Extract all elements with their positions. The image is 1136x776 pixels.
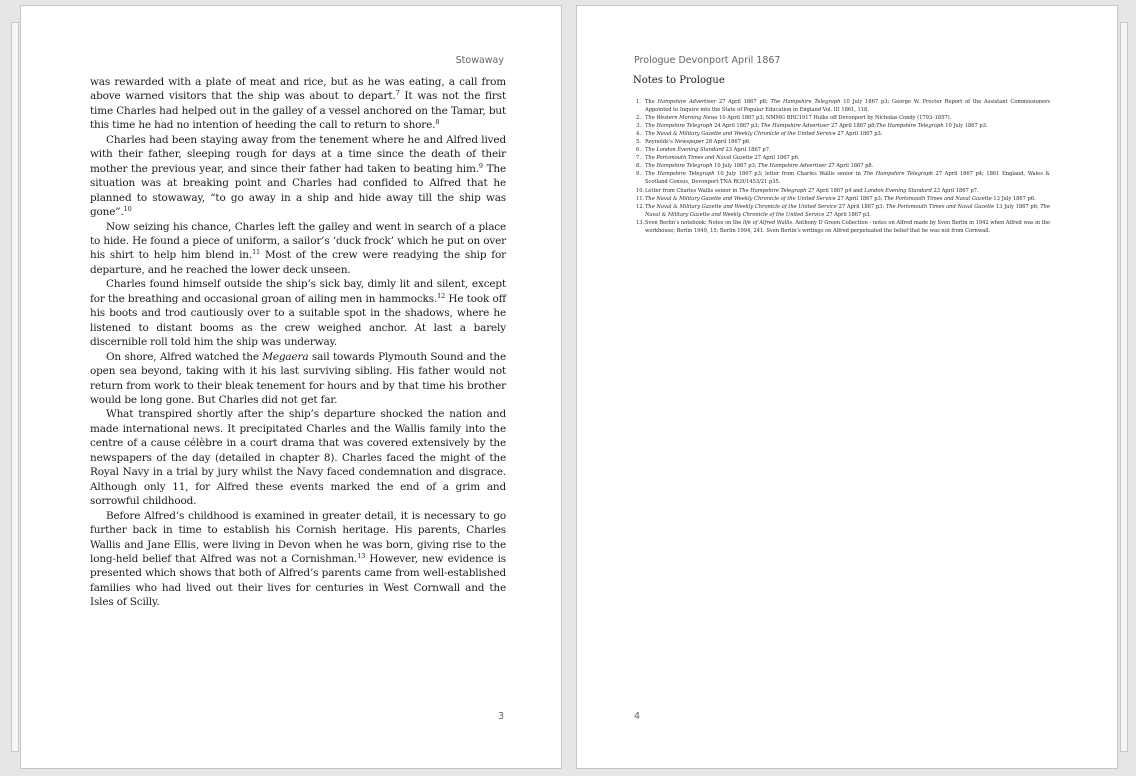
paragraph: What transpired shortly after the ship’s departure shocked the nation and made international news. It precipitated Charles and the Wallis family into the centre of a cause célèbre in a court drama that was covered extensively by the newspapers of the day (detailed in chapter 8). Charles faced the might of the Royal Navy in a trial by jury whilst the Navy faced condemnation and disgrace. Although only 11, for Alfred these events marked the end of a grim and sorrowful childhood. bbox=[90, 408, 506, 508]
note-number: 10. bbox=[636, 187, 645, 194]
paragraph: Charles had been staying away from the tenement where he and Alfred lived with their father, sleeping rough for days at a time since the death of their mother the previous year, and since their father had taken to beating him.$^9$ The situation was at breaking point and Charles had confided to Alfred that he planned to stowaway, “to go away in a ship and hide away till the ship was gone”.$^{10}$ bbox=[90, 133, 506, 219]
footnote-ref[interactable]: 11 bbox=[252, 248, 261, 257]
italic-text: The Hampshire Telegraph bbox=[738, 187, 807, 194]
paragraph: On shore, Alfred watched the Megaera sail towards Plymouth Sound and the open sea beyond, taking with it his last surviving sibling. His father would not return from work to their bleak tenement for hours and by that time his brother would be long gone. But Charles did not get far. bbox=[90, 350, 506, 406]
note-item bbox=[636, 195, 1050, 203]
note-number: 8. bbox=[636, 163, 641, 170]
italic-text: The Portsmouth Times and Naval Gazette bbox=[885, 203, 995, 210]
italic-text: The Hampshire Telegraph bbox=[645, 123, 713, 130]
note-text: The Naval & Military Gazette and Weekly Chronicle of the United Service 27 April 1867 p3. bbox=[645, 131, 883, 138]
italic-text: The Hampshire Telegraph bbox=[770, 99, 841, 105]
note-text: The Naval & Military Gazette and Weekly Chronicle of the United Service 27 April 1867 p3; The Portsmouth Times and Naval Gazette 13 July 1867 p6; The Naval & Military Gazette and Weekly Chronicle of the United Service 27 April 1867 p3. bbox=[645, 203, 1050, 218]
footnote-ref[interactable]: 13 bbox=[357, 551, 366, 560]
note-text: The London Evening Standard 23 April 1867 p7. bbox=[645, 147, 771, 154]
note-item bbox=[636, 203, 1050, 219]
note-item bbox=[636, 130, 1050, 138]
note-item bbox=[636, 114, 1050, 122]
italic-text: The Hampshire Telegraph bbox=[863, 171, 933, 178]
note-item bbox=[636, 138, 1050, 146]
footnote-ref[interactable]: 9 bbox=[478, 161, 483, 170]
italic-text: Hampshire Advertiser bbox=[657, 99, 716, 105]
italic-text: The Portsmouth Times and Naval Gazette bbox=[884, 195, 992, 202]
note-number: 7. bbox=[636, 155, 641, 162]
italic-text: The Hampshire Advertiser bbox=[760, 123, 830, 130]
italic-text: Newspaper bbox=[674, 139, 704, 146]
note-number: 6. bbox=[636, 147, 641, 154]
note-item bbox=[636, 219, 1050, 235]
italic-text: The Hampshire Advertiser bbox=[758, 163, 827, 170]
footnote-ref[interactable]: 7 bbox=[395, 89, 400, 98]
italic-text: The Naval & Military Gazette and Weekly Chronicle of the United Service bbox=[645, 203, 1050, 218]
paragraph: Before Alfred’s childhood is examined in greater detail, it is necessary to go further back in time to establish his Cornish heritage. His parents, Charles Wallis and Jane Ellis, were living in Devon when he was born, giving rise to the long-held belief that Alfred was not a Cornishman.$^{13}$ However, new evidence is presented which shows that both of Alfred’s parents came from well-established families who had lived out their lives for centuries in West Cornwall and the Isles of Scilly. bbox=[90, 509, 507, 609]
italic-text: The Portsmouth Times and Naval Gazette bbox=[645, 155, 753, 162]
italic-text: The Naval & Military Gazette and Weekly Chronicle of the United Service bbox=[645, 195, 836, 202]
italic-text: The Naval & Military Gazette and Weekly Chronicle of the United Service bbox=[645, 131, 836, 138]
italic-text: London Evening Standard bbox=[864, 187, 932, 194]
note-text: The Naval & Military Gazette and Weekly Chronicle of the United Service 27 April 1867 p3; The Portsmouth Times and Naval Gazette 13 July 1867 p6. bbox=[645, 195, 1036, 202]
note-item bbox=[636, 98, 1050, 114]
page-number: 4 bbox=[634, 711, 641, 722]
footnote-ref[interactable]: 8 bbox=[435, 118, 440, 127]
italic-text: The Hampshire Telegraph bbox=[645, 163, 713, 170]
note-text: Reynolds’s Newspaper 28 April 1867 p6. bbox=[645, 139, 751, 146]
page-number: 3 bbox=[497, 711, 504, 722]
body-text bbox=[90, 75, 506, 610]
page-left bbox=[20, 5, 562, 769]
note-number: 9. bbox=[636, 171, 641, 178]
notes-list bbox=[636, 98, 1050, 235]
note-text: The Hampshire Telegraph 10 July 1867 p3; letter from Charles Wallis senior in The Hampshire Telegraph 27 April 1867 p4; 1861 England, Wales & Scotland Census, Devonport TNA RG9/1453/21 p35. bbox=[645, 171, 1050, 186]
footnote-ref[interactable]: 12 bbox=[437, 291, 446, 300]
note-text: The Hampshire Advertiser 27 April 1867 p8; The Hampshire Telegraph 10 July 1867 p3; George W. Procter Report of the Assistant Commissioners Appointed to Inquire into the State of Popular Education in England Vol. III 1861, 118. bbox=[645, 99, 1050, 114]
note-item bbox=[636, 122, 1050, 130]
italic-text: The Western Morning News bbox=[645, 115, 718, 122]
note-text: The Hampshire Telegraph 10 July 1867 p3; The Hampshire Advertiser 27 April 1867 p8. bbox=[645, 163, 874, 170]
running-head: Stowaway bbox=[455, 55, 504, 66]
note-number: 2. bbox=[636, 115, 641, 122]
note-item bbox=[636, 162, 1050, 170]
note-number: 1. bbox=[636, 99, 641, 105]
note-text: Sven Berlin’s notebook: Notes on the life of Alfred Wallis. Anthony D Green Collection - notes on Alfred made by Sven Berlin in 1942 when Alfred was in the workhouse; Berlin 1949, 15; Berlin 1994, 241. Sven Berlin’s writings on Alfred perpetuated the belief that he was not from Cornwall. bbox=[645, 219, 1050, 234]
note-text: The Hampshire Telegraph 24 April 1867 p3; The Hampshire Advertiser 27 April 1867 p8;The Hampshire Telegraph 10 July 1867 p3. bbox=[645, 123, 988, 130]
italic-text: Megaera bbox=[262, 350, 309, 363]
italic-text: The Hampshire Telegraph bbox=[645, 171, 715, 178]
note-number: 3. bbox=[636, 123, 641, 130]
note-number: 12. bbox=[636, 203, 645, 210]
note-number: 11. bbox=[636, 195, 645, 202]
note-number: 5. bbox=[636, 139, 641, 146]
italic-text: The Hampshire Telegraph bbox=[876, 123, 944, 130]
paragraph: Now seizing his chance, Charles left the galley and went in search of a place to hide. He found a piece of uniform, a sailor’s ‘duck frock’ which he put on over his shirt to help him blend in.$^{11}$ Most of the crew were readying the ship for departure, and he reached the lower deck unseen. bbox=[90, 220, 506, 276]
note-item bbox=[636, 187, 1050, 195]
running-head: Prologue Devonport April 1867 bbox=[634, 55, 781, 66]
page-stack-right bbox=[1120, 22, 1128, 752]
note-text: Letter from Charles Wallis senior in The Hampshire Telegraph 27 April 1867 p4 and London Evening Standard 23 April 1867 p7. bbox=[645, 187, 979, 194]
notes-heading: Notes to Prologue bbox=[633, 75, 725, 86]
note-item bbox=[636, 146, 1050, 154]
paragraph: was rewarded with a plate of meat and rice, but as he was eating, a call from above warned visitors that the ship was about to depart.$^7$ It was not the first time Charles had helped out in the galley of a vessel anchored on the Tamar, but this time he had no intention of heeding the call to return to shore.$^8$ bbox=[90, 76, 506, 132]
page-right bbox=[576, 5, 1118, 769]
note-text: The Portsmouth Times and Naval Gazette 27 April 1867 p6. bbox=[645, 155, 800, 162]
note-number: 4. bbox=[636, 131, 641, 138]
paragraph: Charles found himself outside the ship’s sick bay, dimly lit and silent, except for the breathing and occasional groan of ailing men in hammocks.$^{12}$ He took off his boots and trod cautiously over to a suitable spot in the shadows, where he listened to distant booms as the crew weighed anchor. At last a barely discernible roll told him the ship was underway. bbox=[90, 278, 507, 349]
note-text: The Western Morning News 10 April 1867 p3; NMMG BHC1917 Hulks off Devonport by Nicholas Condy (1793–1857). bbox=[645, 115, 952, 122]
note-item bbox=[636, 170, 1050, 186]
note-item bbox=[636, 154, 1050, 162]
page-stack-left bbox=[11, 22, 19, 752]
italic-text: The London Evening Standard bbox=[645, 147, 724, 154]
italic-text: The Naval & Military Gazette and Weekly Chronicle of the United Service bbox=[645, 203, 837, 210]
note-number: 13. bbox=[636, 219, 645, 226]
footnote-ref[interactable]: 10 bbox=[123, 205, 132, 214]
italic-text: life of Alfred Wallis bbox=[742, 219, 793, 226]
